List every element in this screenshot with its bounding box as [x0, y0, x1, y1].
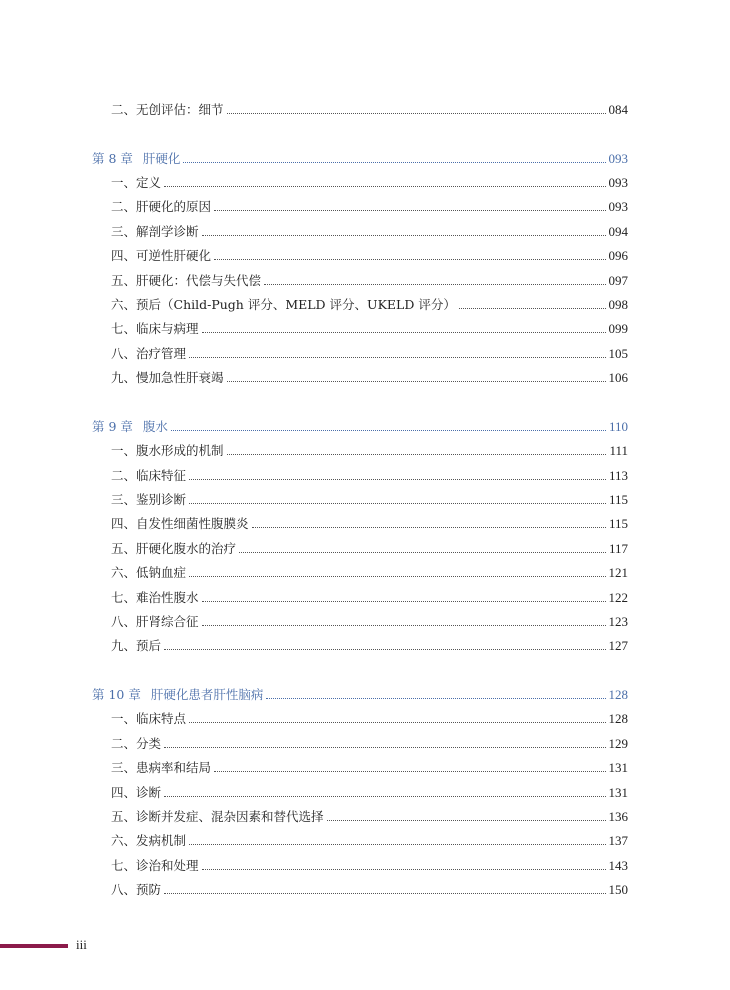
page-number: 123 — [608, 614, 628, 629]
page-number: 131 — [608, 784, 628, 800]
chapter-heading — [92, 419, 168, 435]
page-number: 137 — [608, 833, 628, 849]
entry-title: 九、慢加急性肝衰竭 — [111, 370, 224, 386]
dot-leader — [164, 893, 605, 894]
page-number: 106 — [608, 370, 628, 386]
toc-entry[interactable] — [92, 610, 628, 630]
chapter-heading — [92, 687, 263, 703]
entry-title: 七、临床与病理 — [111, 321, 199, 337]
toc-entry[interactable] — [92, 98, 628, 118]
dot-leader — [214, 259, 605, 260]
dot-leader — [227, 454, 607, 455]
dot-leader — [183, 162, 605, 163]
toc-chapter-entry[interactable] — [92, 147, 628, 167]
toc-entry[interactable] — [92, 756, 628, 776]
chapter-title: 肝硬化 — [142, 150, 181, 166]
entry-title: 五、肝硬化腹水的治疗 — [111, 540, 237, 556]
entry-title: 二、肝硬化的原因 — [111, 199, 212, 215]
dot-leader — [214, 771, 605, 772]
page-number: 096 — [608, 248, 628, 264]
dot-leader — [189, 503, 606, 504]
toc-entry[interactable] — [92, 634, 628, 654]
dot-leader — [202, 332, 606, 333]
toc-entry[interactable] — [92, 220, 628, 240]
toc-entry[interactable] — [92, 805, 628, 825]
page-number: 093 — [608, 175, 628, 190]
entry-title: 三、患病率和结局 — [111, 760, 212, 776]
entry-title: 一、临床特点 — [111, 711, 187, 727]
page-number: 094 — [608, 223, 628, 239]
page-number: 113 — [608, 467, 628, 483]
page-number: 115 — [608, 492, 628, 507]
dot-leader — [164, 747, 605, 748]
page-number: 097 — [608, 272, 628, 288]
dot-leader — [189, 722, 605, 723]
dot-leader — [171, 430, 606, 431]
toc-entry[interactable] — [92, 829, 628, 849]
entry-title: 六、低钠血症 — [111, 565, 187, 581]
toc-entry[interactable] — [92, 707, 628, 727]
page-number: 111 — [609, 443, 628, 459]
page-number: 129 — [608, 735, 628, 751]
entry-title: 八、治疗管理 — [111, 345, 187, 361]
page-number: 128 — [608, 687, 628, 702]
dot-leader — [189, 479, 606, 480]
dot-leader — [327, 820, 606, 821]
dot-leader — [202, 869, 606, 870]
toc-chapter-entry[interactable] — [92, 415, 628, 435]
entry-title: 八、肝肾综合征 — [111, 614, 199, 629]
entry-title: 六、预后（Child-Pugh 评分、MELD 评分、UKELD 评分） — [111, 297, 456, 312]
chapter-number: 第 9 章 — [92, 418, 133, 434]
toc-entry[interactable] — [92, 854, 628, 874]
chapter-title: 肝硬化患者肝性脑病 — [150, 687, 264, 702]
page-number: 093 — [608, 199, 628, 215]
entry-title: 一、定义 — [111, 175, 162, 190]
entry-title: 九、预后 — [111, 638, 162, 654]
page-number: 117 — [608, 540, 628, 556]
chapter-number: 第 10 章 — [92, 687, 141, 702]
toc-chapter-entry[interactable] — [92, 683, 628, 703]
entry-title: 八、预防 — [111, 882, 162, 898]
toc-entry[interactable] — [92, 269, 628, 289]
entry-title: 七、难治性腹水 — [111, 589, 199, 605]
dot-leader — [202, 625, 606, 626]
dot-leader — [214, 210, 605, 211]
entry-title: 五、诊断并发症、混杂因素和替代选择 — [111, 809, 324, 824]
page-number: 115 — [608, 516, 628, 532]
dot-leader — [264, 284, 605, 285]
toc-entry[interactable] — [92, 171, 628, 191]
page-number: 105 — [608, 345, 628, 361]
dot-leader — [252, 527, 606, 528]
entry-title: 四、自发性细菌性腹膜炎 — [111, 516, 249, 532]
toc-entry[interactable] — [92, 878, 628, 898]
dot-leader — [227, 113, 606, 114]
chapter-heading — [92, 151, 180, 167]
chapter-title: 腹水 — [142, 418, 168, 434]
toc-entry[interactable] — [92, 537, 628, 557]
entry-title: 一、腹水形成的机制 — [111, 443, 224, 459]
footer-accent-bar — [0, 944, 68, 948]
toc-entry[interactable] — [92, 293, 628, 313]
toc-entry[interactable] — [92, 561, 628, 581]
dot-leader — [189, 357, 605, 358]
dot-leader — [189, 844, 605, 845]
page-number: 128 — [608, 711, 628, 727]
dot-leader — [266, 698, 605, 699]
page-number: 143 — [608, 857, 628, 873]
entry-title: 三、鉴别诊断 — [111, 492, 187, 507]
page-number: 127 — [608, 638, 628, 654]
page-number: 150 — [608, 882, 628, 898]
page-number: 122 — [608, 589, 628, 605]
toc-entry[interactable] — [92, 195, 628, 215]
entry-title: 六、发病机制 — [111, 833, 187, 849]
toc-entry[interactable] — [92, 342, 628, 362]
dot-leader — [459, 308, 606, 309]
toc-entry[interactable] — [92, 439, 628, 459]
entry-title: 二、临床特征 — [111, 467, 187, 483]
toc-entry[interactable] — [92, 586, 628, 606]
entry-title: 四、诊断 — [111, 784, 162, 800]
dot-leader — [202, 235, 606, 236]
page-number: 110 — [608, 418, 628, 434]
dot-leader — [202, 601, 606, 602]
entry-title: 三、解剖学诊断 — [111, 223, 199, 239]
toc-entry[interactable] — [92, 732, 628, 752]
dot-leader — [164, 796, 605, 797]
dot-leader — [164, 186, 605, 187]
page-number: 131 — [608, 760, 628, 776]
page-number: 099 — [608, 321, 628, 337]
page-number: 098 — [608, 297, 628, 312]
entry-title: 二、无创评估：细节 — [111, 102, 224, 117]
chapter-number: 第 8 章 — [92, 150, 133, 166]
entry-title: 二、分类 — [111, 735, 162, 751]
dot-leader — [164, 649, 605, 650]
dot-leader — [239, 552, 606, 553]
toc-entry[interactable] — [92, 317, 628, 337]
entry-title: 五、肝硬化：代偿与失代偿 — [111, 272, 262, 288]
page-number: 093 — [608, 150, 628, 166]
toc-entry[interactable] — [92, 244, 628, 264]
toc-entry[interactable] — [92, 488, 628, 508]
footer-page-number: iii — [76, 937, 87, 952]
dot-leader — [227, 381, 606, 382]
toc-entry[interactable] — [92, 464, 628, 484]
toc-entry[interactable] — [92, 512, 628, 532]
entry-title: 七、诊治和处理 — [111, 857, 199, 873]
page-number: 084 — [608, 102, 628, 117]
page-number: 136 — [608, 809, 628, 824]
entry-title: 四、可逆性肝硬化 — [111, 248, 212, 264]
toc-entry[interactable] — [92, 781, 628, 801]
dot-leader — [189, 576, 605, 577]
page-number: 121 — [608, 565, 628, 581]
toc-entry[interactable] — [92, 366, 628, 386]
